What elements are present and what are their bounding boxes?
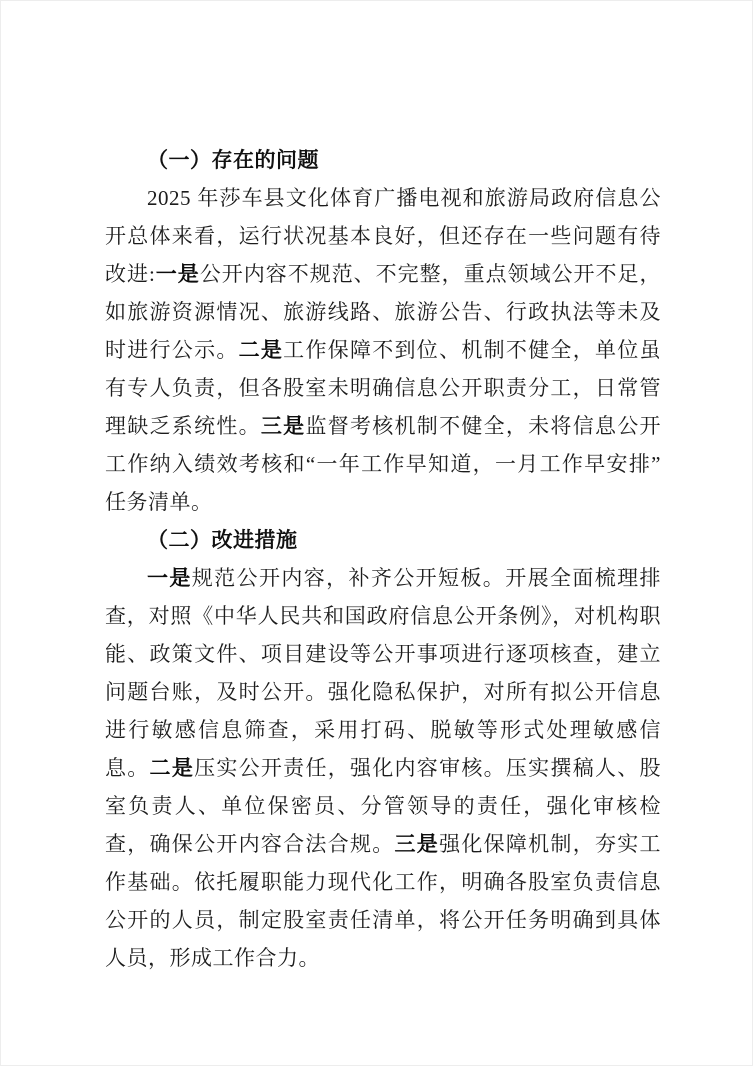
text-run: 规范公开内容，补齐公开短板。开展全面梳理排查，对照《中华人民共和国政府信息公开条例》，对机构职能、政策文件、项目建设等公开事项进行逐项核查，建立问题台账，及时公开。强化隐私保护，对所有拟公开信息进行敏感信息筛查，采用打码、脱敏等形式处理敏感信息。 [105,566,662,780]
document-body [105,141,661,977]
emphasis-run: 三是 [394,832,440,856]
emphasis-run: 二是 [149,756,195,780]
text-run: 公开内容不规范、不完整，重点领域公开不足，如旅游资源情况、旅游线路、旅游公告、行政执法等未及时进行公示。 [105,262,662,362]
text-run: 压实公开责任，强化内容审核。压实撰稿人、股室负责人、单位保密员、分管领导的责任，强化审核检查，确保公开内容合法合规。 [105,756,662,856]
emphasis-run: 二是 [238,338,284,362]
section-heading: （一）存在的问题 [147,148,319,172]
paragraph [105,179,661,521]
text-run: 监督考核机制不健全，未将信息公开工作纳入绩效考核和“一年工作早知道，一月工作早安排”任务清单。 [105,414,662,514]
text-run: 2025 年莎车县文化体育广播电视和旅游局政府信息公开总体来看，运行状况基本良好，但还存在一些问题有待改进: [105,186,661,286]
text-run: 强化保障机制，夯实工作基础。依托履职能力现代化工作，明确各股室负责信息公开的人员，制定股室责任清单，将公开任务明确到具体人员，形成工作合力。 [105,832,662,970]
section-heading: （二）改进措施 [147,528,298,552]
emphasis-run: 一是 [147,566,192,590]
text-run: 工作保障不到位、机制不健全，单位虽有专人负责，但各股室未明确信息公开职责分工，日常管理缺乏系统性。 [105,338,662,438]
emphasis-run: 一是 [155,262,200,286]
emphasis-run: 三是 [260,414,306,438]
paragraph [105,559,661,977]
